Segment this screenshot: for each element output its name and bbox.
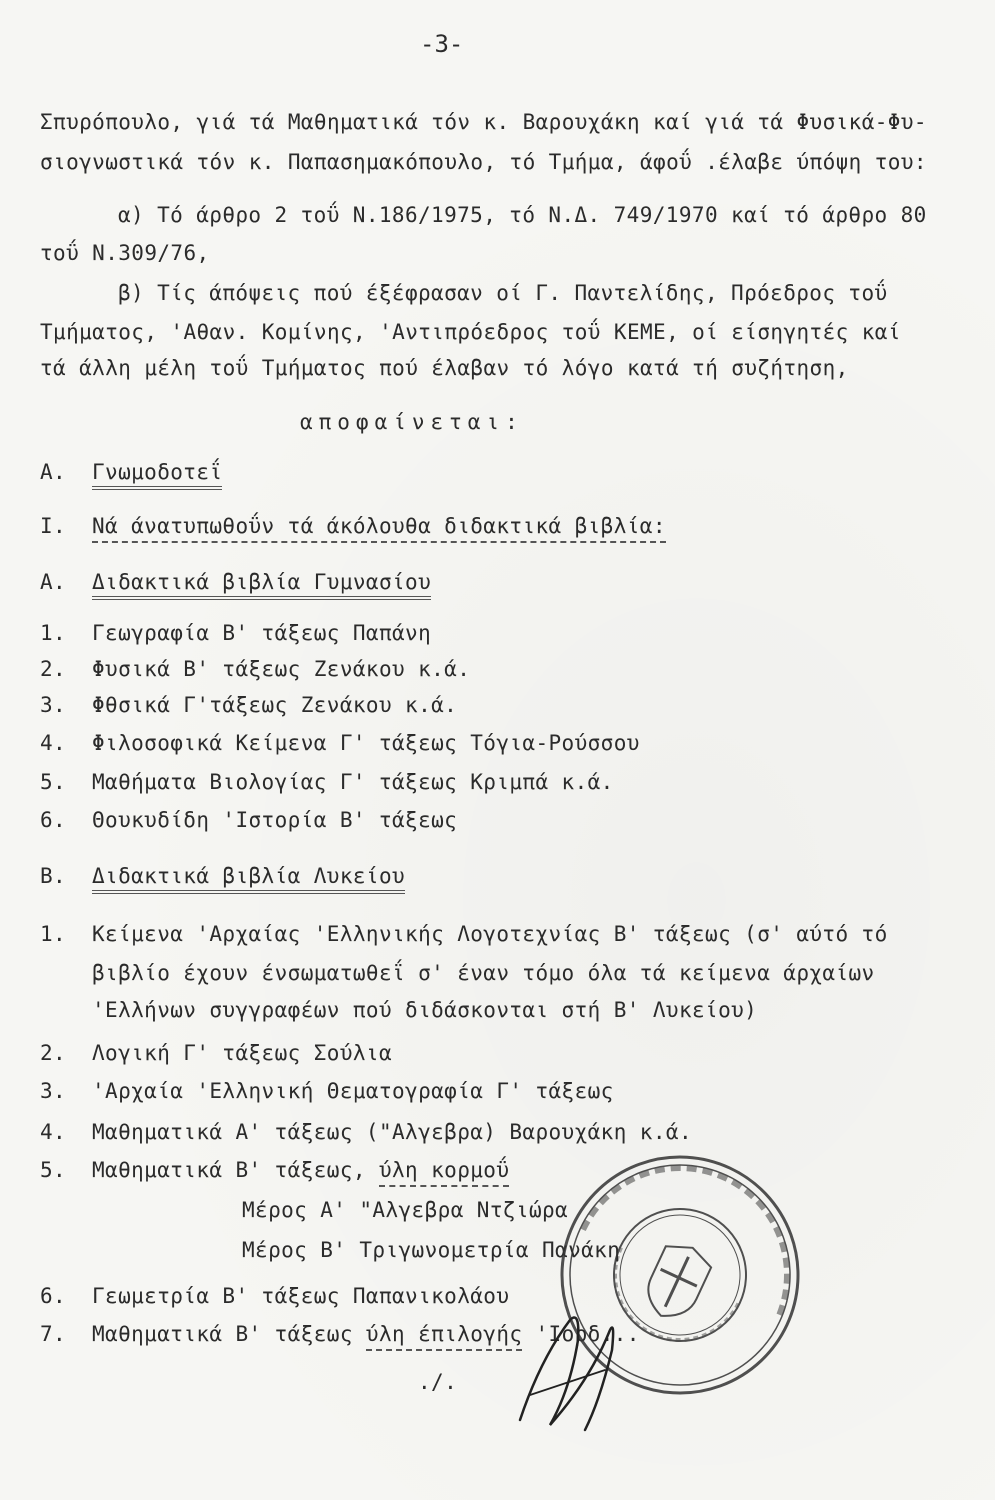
gymnasium-item-num: 1. xyxy=(40,621,67,645)
signature-icon xyxy=(500,1300,640,1440)
lyceum-item-num: 2. xyxy=(40,1041,67,1065)
gymnasium-item: Φιλοσοφικά Κείμενα Γ' τάξεως Τόγια-Ρούσσου xyxy=(92,731,640,755)
lyceum-item-3: 'Αρχαία 'Ελληνική Θεματογραφία Γ' τάξεως xyxy=(92,1079,614,1103)
clause-a-line-1: α) Τό άρθρο 2 τοΰ Ν.186/1975, τό Ν.Δ. 749/1970 καί τό άρθρο 80 xyxy=(118,203,927,227)
lyceum-item-num: 7. xyxy=(40,1322,67,1346)
gymnasium-item: Γεωγραφία Β' τάξεως Παπάνη xyxy=(92,621,432,645)
section-i-title xyxy=(92,516,666,537)
section-i-title-text: Νά άνατυπωθοΰν τά άκόλουθα διδακτικά βιβλία: xyxy=(92,514,666,543)
gymnasium-item-num: 5. xyxy=(40,770,67,794)
lyceum-item-1-line-3: 'Ελλήνων συγγραφέων πού διδάσκονται στή Β' Λυκείου) xyxy=(92,998,758,1022)
gymnasium-item: Θουκυδίδη 'Ιστορία Β' τάξεως xyxy=(92,808,458,832)
continuation-mark: ./. xyxy=(418,1370,458,1394)
gymnasium-item: Μαθήματα Βιολογίας Γ' τάξεως Κριμπά κ.ά. xyxy=(92,770,614,794)
lyceum-item-5-underlined: ύλη κορμοΰ xyxy=(379,1158,509,1187)
intro-line-1: Σπυρόπουλο, γιά τά Μαθηματικά τόν κ. Βαρουχάκη καί γιά τά Φυσικά-Φυ- xyxy=(40,110,927,134)
gymnasium-item-num: 3. xyxy=(40,693,67,717)
decision-heading: αποφαίνεται: xyxy=(300,410,524,434)
gymnasium-item-num: 4. xyxy=(40,731,67,755)
gymnasium-label: Α. xyxy=(40,570,67,594)
lyceum-item-num: 4. xyxy=(40,1120,67,1144)
lyceum-item-5-text: Μαθηματικά Β' τάξεως, xyxy=(92,1158,379,1182)
lyceum-label: Β. xyxy=(40,864,67,888)
clause-b-line-3: τά άλλη μέλη τοΰ Τμήματος πού έλαβαν τό λόγο κατά τή συζήτηση, xyxy=(40,356,849,380)
gymnasium-title xyxy=(92,572,431,593)
lyceum-item-7-text: Μαθηματικά Β' τάξεως xyxy=(92,1322,366,1346)
clause-b-line-1: β) Τίς άπόψεις πού έξέφρασαν οί Γ. Παντελίδης, Πρόεδρος τοΰ xyxy=(118,281,888,305)
lyceum-item-4: Μαθηματικά Α' τάξεως ("Αλγεβρα) Βαρουχάκη κ.ά. xyxy=(92,1120,692,1144)
lyceum-item-1-line-1: Κείμενα 'Αρχαίας 'Ελληνικής Λογοτεχνίας Β' τάξεως (σ' αύτό τό xyxy=(92,922,888,946)
clause-b-line-2: Τμήματος, 'Αθαν. Κομίνης, 'Αντιπρόεδρος τοΰ ΚΕΜΕ, οί είσηγητές καί xyxy=(40,320,901,344)
lyceum-item-num: 5. xyxy=(40,1158,67,1182)
section-a-title xyxy=(92,462,222,483)
lyceum-item-1-line-2: βιβλίο έχουν ένσωματωθεΐ σ' έναν τόμο όλα τά κείμενα άρχαίων xyxy=(92,961,875,985)
lyceum-item-2: Λογική Γ' τάξεως Σούλια xyxy=(92,1041,392,1065)
clause-a-line-2: τοΰ Ν.309/76, xyxy=(40,241,210,265)
intro-line-2: σιογνωστικά τόν κ. Παπασημακόπουλο, τό Τμήμα, άφοΰ .έλαβε ύπόψη του: xyxy=(40,150,927,174)
gymnasium-item: Φθσικά Γ'τάξεως Ζενάκου κ.ά. xyxy=(92,693,458,717)
gymnasium-item-num: 2. xyxy=(40,657,67,681)
lyceum-item-num: 3. xyxy=(40,1079,67,1103)
lyceum-title xyxy=(92,866,405,887)
gymnasium-item: Φυσικά Β' τάξεως Ζενάκου κ.ά. xyxy=(92,657,471,681)
section-a-title-text: Γνωμοδοτεΐ xyxy=(92,460,222,490)
page-number: -3- xyxy=(420,30,464,58)
section-a-label: Α. xyxy=(40,460,67,484)
gymnasium-item-num: 6. xyxy=(40,808,67,832)
lyceum-item-num: 1. xyxy=(40,922,67,946)
lyceum-item-5-part-b: Μέρος Β' Τριγωνομετρία Πανάκη xyxy=(242,1238,621,1262)
lyceum-title-text: Διδακτικά βιβλία Λυκείου xyxy=(92,864,405,894)
lyceum-item-5-part-a: Μέρος Α' "Αλγεβρα Ντζιώρα xyxy=(242,1198,569,1222)
section-i-label: Ι. xyxy=(40,514,67,538)
lyceum-item-num: 6. xyxy=(40,1284,67,1308)
lyceum-item-6: Γεωμετρία Β' τάξεως Παπανικολάου xyxy=(92,1284,510,1308)
lyceum-item-5 xyxy=(92,1160,509,1181)
gymnasium-title-text: Διδακτικά βιβλία Γυμνασίου xyxy=(92,570,431,600)
lyceum-item-7-underlined: ύλη έπιλογής xyxy=(366,1322,523,1351)
lyceum-item-7-author: 'Ιορδ... xyxy=(522,1322,640,1346)
